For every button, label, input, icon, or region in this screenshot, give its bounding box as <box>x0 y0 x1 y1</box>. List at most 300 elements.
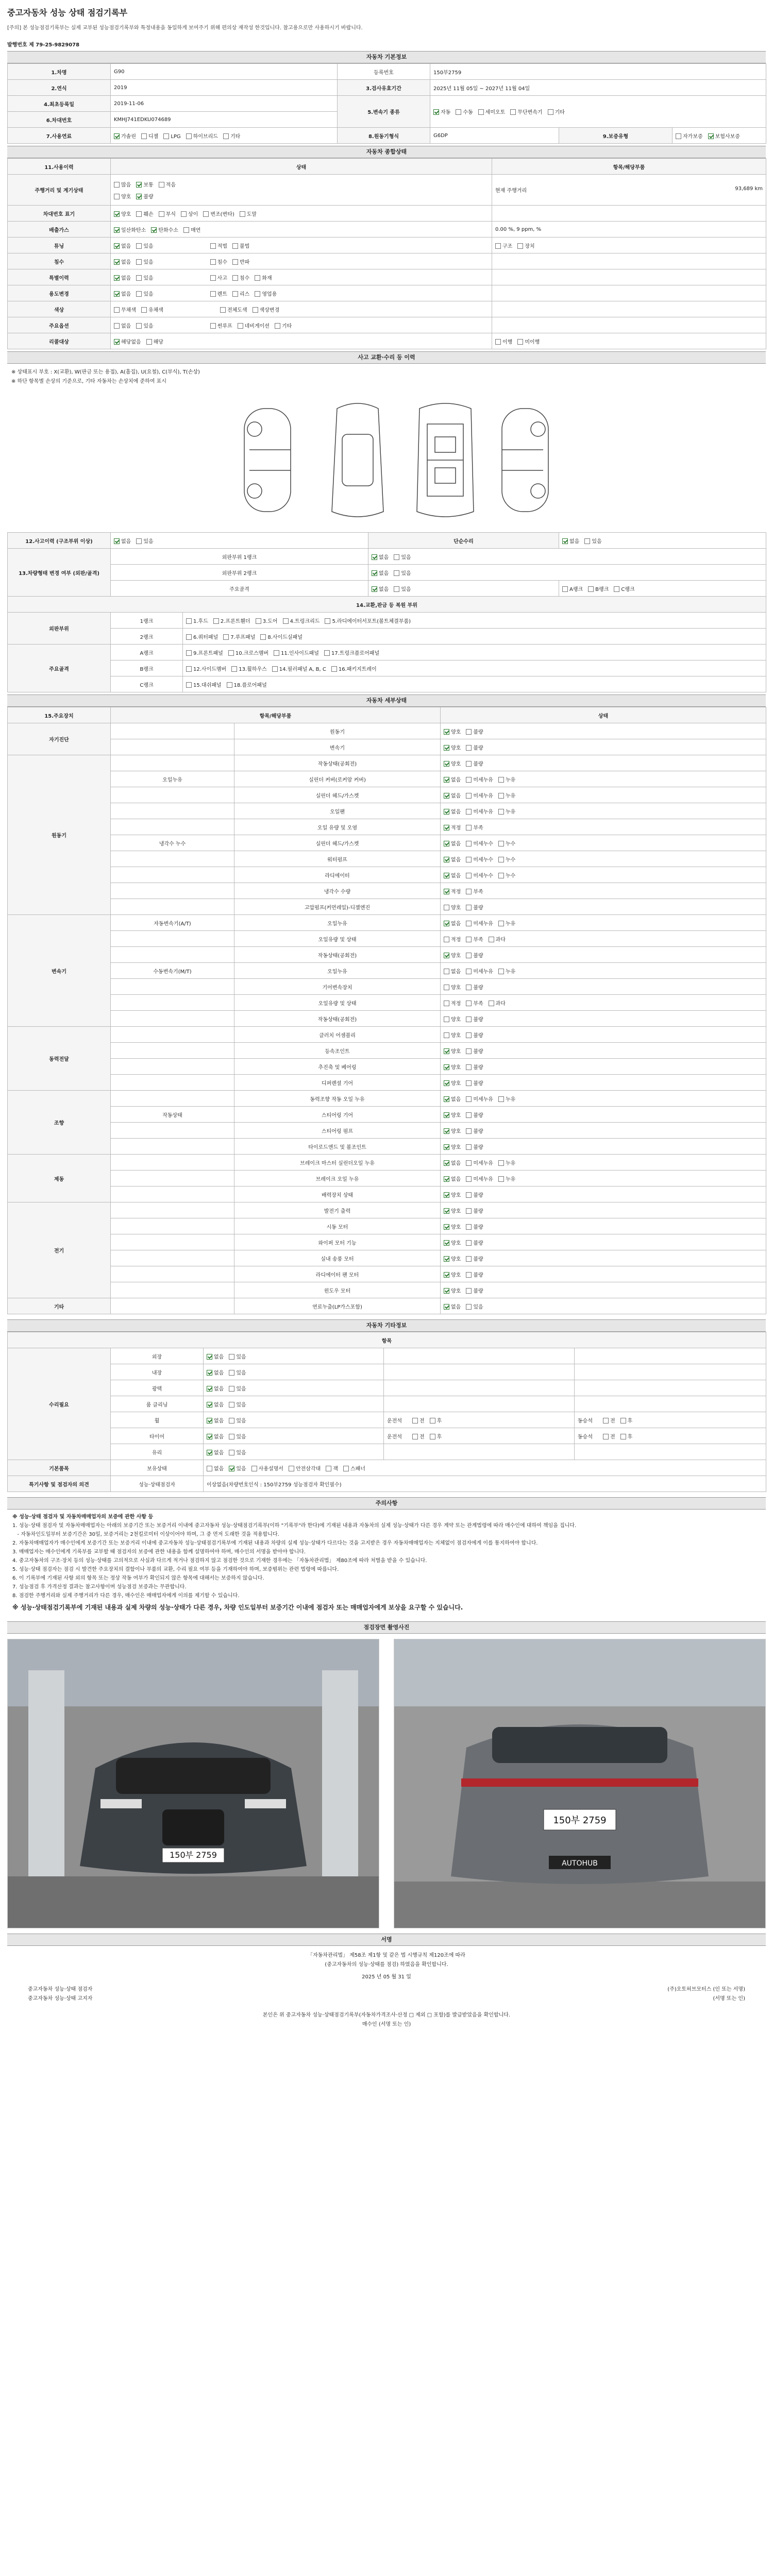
detail-subgroup <box>111 1171 234 1187</box>
checkbox-icon <box>562 586 568 592</box>
other-row <box>8 1428 766 1444</box>
checkbox-icon <box>229 1370 234 1376</box>
checkbox-label: 보험사보증 <box>715 133 740 140</box>
checkbox-label: 탄화수소 <box>158 227 178 233</box>
checkbox-label: 도말 <box>246 211 257 217</box>
checkbox-icon <box>141 133 147 139</box>
other-row <box>8 1412 766 1428</box>
detail-state-1 <box>466 1143 483 1150</box>
detail-state-0 <box>444 999 461 1007</box>
checkbox-icon <box>412 1418 418 1423</box>
checkbox-icon <box>444 793 449 799</box>
other-extra-passenger <box>575 1396 766 1412</box>
detail-state-2 <box>498 839 515 847</box>
checkbox-label: 없음 <box>214 1386 224 1392</box>
detail-subgroup <box>111 819 234 835</box>
checkbox-label: 불량 <box>473 729 483 735</box>
detail-item: 오일누유 <box>234 915 441 931</box>
detail-item: 디퍼렌셜 기어 <box>234 1075 441 1091</box>
basic-items-row <box>8 1460 766 1476</box>
fuel-options <box>111 128 338 144</box>
history-header: 11.사용이력 <box>8 159 111 175</box>
checkbox-icon <box>255 291 260 297</box>
checkbox-label: 없음 <box>569 538 580 545</box>
rank2-options-1 <box>394 569 411 577</box>
special-history-options <box>114 276 159 281</box>
other-state-0 <box>207 1368 224 1376</box>
checkbox-icon <box>489 1001 494 1006</box>
checkbox-icon <box>210 291 216 297</box>
passenger-side-1 <box>620 1432 633 1440</box>
checkbox-icon <box>444 985 449 990</box>
detail-item: 오일팬 <box>234 803 441 819</box>
checkbox-label: 있음 <box>143 275 154 281</box>
other-state-1 <box>229 1400 246 1408</box>
checkbox-label: 양호 <box>451 985 461 991</box>
checkbox-icon <box>331 666 337 672</box>
checkbox-icon <box>114 227 120 233</box>
checkbox-label: 자가보증 <box>683 133 703 140</box>
detail-state-0 <box>444 775 461 783</box>
checkbox-icon <box>326 1466 331 1471</box>
main-frame-options <box>368 581 559 597</box>
checkbox-icon <box>444 777 449 783</box>
checkbox-label: 없음 <box>214 1434 224 1440</box>
checkbox-icon <box>444 809 449 815</box>
basic-item-5 <box>343 1464 365 1472</box>
checkbox-label: 없음 <box>451 1160 461 1166</box>
checkbox-icon <box>466 1224 472 1230</box>
checkbox-label: 15.대쉬패널 <box>193 682 222 688</box>
checkbox-icon <box>181 211 187 217</box>
checkbox-label: 있음 <box>236 1434 246 1440</box>
repair-needed-label: 수리필요 <box>8 1348 111 1460</box>
driver-side-label: 운전석 <box>387 1418 402 1424</box>
checkbox-label: 반파 <box>239 259 250 265</box>
detail-row <box>8 1043 766 1059</box>
detail-state-1 <box>466 743 483 751</box>
checkbox-icon <box>232 291 238 297</box>
detail-item: 기어변속장치 <box>234 979 441 995</box>
checkbox-label: 없음 <box>451 1176 461 1182</box>
checkbox-label: 불량 <box>473 1192 483 1198</box>
notifier-sign: (서명 또는 인) <box>713 1996 745 2002</box>
detail-state-0 <box>444 1095 461 1103</box>
checkbox-label: 누유 <box>505 1176 516 1182</box>
recall-label: 리콜대상 <box>8 333 111 349</box>
detail-row <box>8 787 766 803</box>
checkbox-icon <box>444 1128 449 1134</box>
checkbox-icon <box>466 825 472 831</box>
other-item-label: 휠 <box>111 1412 204 1428</box>
accident-label: 12.사고이력 (구조부위 이상) <box>8 533 111 549</box>
checkbox-label: 디젤 <box>148 133 159 140</box>
grade-c-label: C랭크 <box>111 676 183 692</box>
main-frame-sub-options <box>559 581 766 597</box>
detail-state-options <box>441 771 766 787</box>
detail-state-1 <box>466 1207 483 1214</box>
checkbox-label: 없음 <box>121 275 131 281</box>
checkbox-icon <box>210 259 216 265</box>
checkbox-label: 구조 <box>502 243 513 249</box>
checkbox-label: 없음 <box>121 291 131 297</box>
recall-options <box>111 333 492 349</box>
rank1-label: 외판부위 1랭크 <box>111 549 368 565</box>
detail-state-0 <box>444 1255 461 1262</box>
mileage-options-2 <box>159 180 176 188</box>
checkbox-icon <box>584 538 590 544</box>
checkbox-icon <box>444 1272 449 1278</box>
detail-subgroup <box>111 739 234 755</box>
checkbox-label: 17.트렁크플로어패널 <box>331 650 380 656</box>
detail-state-1 <box>466 935 483 943</box>
other-item-options <box>204 1380 384 1396</box>
main-frame-label: 주요골격 <box>111 581 368 597</box>
detail-item: 실내 송풍 모터 <box>234 1250 441 1266</box>
checkbox-label: 부족 <box>473 889 483 895</box>
main-frame-sub-options-2 <box>614 585 634 592</box>
checkbox-label: 있음 <box>236 1450 246 1456</box>
checkbox-label: C랭크 <box>621 586 635 592</box>
detail-item: 오일 유량 및 오염 <box>234 819 441 835</box>
checkbox-label: 불법 <box>239 243 250 249</box>
checkbox-icon <box>620 1434 626 1439</box>
detail-body <box>8 707 766 1314</box>
detail-state-options <box>441 1107 766 1123</box>
checkbox-label: 불량 <box>473 745 483 751</box>
detail-state-options <box>441 899 766 915</box>
warranty-options <box>673 128 766 144</box>
checkbox-label: 4.트렁크리드 <box>290 618 320 624</box>
checkbox-icon <box>444 1304 449 1310</box>
detail-subgroup <box>111 1218 234 1234</box>
checkbox-icon <box>444 1240 449 1246</box>
use-change-label: 용도변경 <box>8 285 111 301</box>
detail-row <box>8 1155 766 1171</box>
detail-row <box>8 1075 766 1091</box>
checkbox-icon <box>114 307 120 313</box>
legend-line-2: ※ 하단 항목별 손상의 기준으로, 기타 자동차는 손상치에 준하여 표시 <box>11 379 166 384</box>
other-item-label: 유리 <box>111 1444 204 1460</box>
first-reg-label: 4.최초등록일 <box>8 96 111 112</box>
recall-sub-options <box>492 333 766 349</box>
caution-notes <box>7 1510 766 1618</box>
checkbox-icon <box>136 323 142 329</box>
checkbox-icon <box>343 1466 349 1471</box>
checkbox-icon <box>466 905 472 910</box>
checkbox-icon <box>114 538 120 544</box>
checkbox-label: 양호 <box>451 1288 461 1294</box>
checkbox-label: 부식 <box>165 211 176 217</box>
checkbox-label: 양호 <box>451 1256 461 1262</box>
checkbox-label: 미세누유 <box>473 1096 493 1103</box>
emission-options <box>111 222 492 238</box>
checkbox-label: 전 <box>610 1434 615 1440</box>
checkbox-icon <box>183 227 189 233</box>
simple-repair-options-0 <box>562 537 579 545</box>
detail-subgroup <box>111 723 234 739</box>
checkbox-icon <box>444 1001 449 1006</box>
detail-row <box>8 979 766 995</box>
other-item-label: 룸 클리닝 <box>111 1396 204 1412</box>
checkbox-label: 8.사이드실패널 <box>267 634 303 640</box>
checkbox-label: 적정 <box>451 825 461 831</box>
notice-text: [주의] 본 성능점검기록부는 실제 교부된 성능점검기록부와 특정내용을 동일하게 보여주기 위해 편의상 재작성 한것입니다. 참고용으로만 사용하시기 바랍니다. <box>7 25 363 31</box>
overall-table <box>7 158 766 349</box>
other-row <box>8 1348 766 1364</box>
detail-state-options <box>441 947 766 963</box>
checkbox-label: 없음 <box>451 1304 461 1310</box>
flood-label: 침수 <box>8 253 111 269</box>
other-item-options <box>204 1348 384 1364</box>
checkbox-icon <box>466 1240 472 1246</box>
other-item-options <box>204 1444 384 1460</box>
checkbox-label: 없음 <box>121 323 131 329</box>
detail-item: 클러치 어셈블리 <box>234 1027 441 1043</box>
checkbox-label: 적정 <box>451 1001 461 1007</box>
checkbox-label: 과다 <box>495 937 506 943</box>
detail-state-0 <box>444 1127 461 1134</box>
checkbox-label: 양호 <box>451 1080 461 1087</box>
tuning-sub2-options-1 <box>517 242 534 249</box>
checkbox-icon <box>136 243 142 249</box>
checkbox-label: 상이 <box>188 211 198 217</box>
other-extra-driver <box>384 1444 575 1460</box>
detail-subgroup <box>111 1282 234 1298</box>
checkbox-icon <box>229 1418 234 1423</box>
rear-car-image <box>394 1639 765 1928</box>
detail-state-1 <box>466 919 493 927</box>
checkbox-label: 해당 <box>153 339 163 345</box>
checkbox-label: 보통 <box>143 182 154 188</box>
checkbox-label: 리스 <box>239 291 250 297</box>
checkbox-icon <box>444 825 449 831</box>
checkbox-icon <box>466 953 472 958</box>
detail-subgroup <box>111 1043 234 1059</box>
checkbox-icon <box>478 109 484 115</box>
rank2-options <box>368 565 766 581</box>
checkbox-label: 불량 <box>473 761 483 767</box>
detail-item: 냉각수 수량 <box>234 883 441 899</box>
detail-row <box>8 963 766 979</box>
detail-subgroup <box>111 1011 234 1027</box>
detail-state-0 <box>444 983 461 991</box>
simple-repair-label: 단순수리 <box>368 533 559 549</box>
detail-state-1 <box>466 1255 483 1262</box>
checkbox-icon <box>289 1466 294 1471</box>
recall-sub-options-0 <box>495 337 512 345</box>
checkbox-label: 양호 <box>451 1048 461 1055</box>
detail-group-name: 동력전달 <box>8 1027 111 1091</box>
other-item-options <box>204 1364 384 1380</box>
checkbox-icon <box>444 1080 449 1086</box>
checkbox-label: 불량 <box>473 1064 483 1071</box>
detail-state-options <box>441 915 766 931</box>
detail-state-0 <box>444 1270 461 1278</box>
other-body <box>8 1332 766 1492</box>
detail-state-0 <box>444 1207 461 1214</box>
checkbox-icon <box>232 243 238 249</box>
other-extra-passenger <box>575 1348 766 1364</box>
checkbox-icon <box>274 650 279 656</box>
detail-state-1 <box>466 983 483 991</box>
checkbox-icon <box>394 570 399 576</box>
detail-row <box>8 947 766 963</box>
mileage-gauge-options-1 <box>136 192 153 200</box>
checkbox-label: 양호 <box>451 1224 461 1230</box>
detail-state-0 <box>444 791 461 799</box>
checkbox-label: 없음 <box>379 570 389 577</box>
repair-detail-title: 14.교환,판금 등 복원 부위 <box>8 597 766 613</box>
other-state-0 <box>207 1448 224 1456</box>
tuning-sub-options-1 <box>232 242 249 249</box>
detail-row <box>8 1234 766 1250</box>
rank1-options-1 <box>394 553 411 561</box>
grade-2-items <box>183 629 766 645</box>
checkbox-label: 있음 <box>236 1370 246 1376</box>
detail-row <box>8 1011 766 1027</box>
checkbox-label: 있음 <box>236 1418 246 1424</box>
checkbox-icon <box>614 586 619 592</box>
checkbox-label: 미세누유 <box>473 921 493 927</box>
basic-item-1 <box>229 1464 246 1472</box>
checkbox-label: 불량 <box>473 1080 483 1087</box>
detail-state-0 <box>444 743 461 751</box>
checkbox-label: 양호 <box>451 1272 461 1278</box>
change-label: 13.차량형태 변경 여부 (외판/골격) <box>8 549 111 597</box>
gearbox-options-4 <box>548 108 565 115</box>
detail-item: 작동상태(공회전) <box>234 1011 441 1027</box>
detail-item: 브레이크 마스터 실린더오일 누유 <box>234 1155 441 1171</box>
checkbox-icon <box>444 1016 449 1022</box>
detail-item: 작동상태(공회전) <box>234 755 441 771</box>
checkbox-label: 이행 <box>502 339 513 345</box>
checkbox-icon <box>275 323 280 329</box>
document <box>7 0 766 2035</box>
other-state-1 <box>229 1448 246 1456</box>
detail-state-2 <box>498 775 515 783</box>
checkbox-label: 6.쿼터패널 <box>193 634 219 640</box>
certificate-number: 발행번호 제 79-25-9829078 <box>7 42 80 48</box>
other-extra-passenger <box>575 1444 766 1460</box>
detail-state-options <box>441 1234 766 1250</box>
rank1-options <box>368 549 766 565</box>
checkbox-label: 불량 <box>473 1272 483 1278</box>
checkbox-icon <box>444 1224 449 1230</box>
checkbox-icon <box>466 1160 472 1166</box>
checkbox-icon <box>489 937 494 942</box>
detail-state-1 <box>466 1270 483 1278</box>
detail-row <box>8 819 766 835</box>
fuel-options-4 <box>223 132 240 140</box>
frame-label: 주요골격 <box>8 645 111 692</box>
checkbox-icon <box>444 1176 449 1182</box>
passenger-side-0 <box>603 1432 615 1440</box>
checkbox-icon <box>430 1418 435 1423</box>
other-state-1 <box>229 1352 246 1360</box>
special-history-options-1 <box>136 274 153 281</box>
checkbox-icon <box>466 1272 472 1278</box>
checkbox-icon <box>114 211 120 217</box>
fuel-options-3 <box>186 132 218 140</box>
photo-row <box>7 1634 766 1934</box>
checkbox-label: 없음 <box>214 1418 224 1424</box>
checkbox-icon <box>466 1192 472 1198</box>
detail-state-options <box>441 1027 766 1043</box>
detail-state-0 <box>444 839 461 847</box>
use-change-sub-options-1 <box>232 290 249 297</box>
detail-state-options <box>441 1139 766 1155</box>
other-state-1 <box>229 1384 246 1392</box>
car-diagram <box>7 388 766 532</box>
flood-options-0 <box>114 258 131 265</box>
checkbox-label: 불량 <box>473 1032 483 1039</box>
checkbox-icon <box>466 889 472 894</box>
detail-subgroup <box>111 867 234 883</box>
other-extra-driver <box>384 1348 575 1364</box>
detail-row <box>8 771 766 787</box>
detail-row <box>8 867 766 883</box>
detail-state-1 <box>466 887 483 895</box>
detail-state-options <box>441 1075 766 1091</box>
driver-side-1 <box>430 1432 442 1440</box>
detail-row <box>8 1266 766 1282</box>
checkbox-icon <box>223 634 229 640</box>
tuning-label: 튜닝 <box>8 238 111 253</box>
detail-group-name: 조향 <box>8 1091 111 1155</box>
checkbox-icon <box>325 618 330 624</box>
use-change-sub-options-0 <box>210 290 227 297</box>
front-photo <box>7 1639 379 1928</box>
sign-date: 2025 년 05 월 31 일 <box>362 1974 411 1980</box>
mileage-options-0 <box>114 180 131 188</box>
use-change-sub-options <box>210 292 282 297</box>
detail-row <box>8 803 766 819</box>
tuning-sub-options-0 <box>210 242 227 249</box>
section-sign-title: 서명 <box>7 1934 766 1946</box>
opinion-row <box>8 1476 766 1492</box>
caution-line: 3. 매매업자는 매수인에게 기록부를 교부할 때 점검자의 보증에 관한 내용을 함께 설명하여야 하며, 매수인의 서명을 받아야 합니다. <box>12 1549 306 1555</box>
use-change-sub-options-2 <box>255 290 277 297</box>
driver-side-0 <box>412 1432 425 1440</box>
checkbox-icon <box>186 133 192 139</box>
checkbox-label: 가솔린 <box>121 133 136 140</box>
checkbox-icon <box>444 841 449 846</box>
checkbox-icon <box>372 586 377 592</box>
detail-group-name: 제동 <box>8 1155 111 1202</box>
section-overall-title: 자동차 종합상태 <box>7 146 766 158</box>
checkbox-label: 침수 <box>217 259 227 265</box>
detail-group-name: 원동기 <box>8 755 111 915</box>
checkbox-icon <box>466 985 472 990</box>
detail-subgroup <box>111 1139 234 1155</box>
special-history-sub-options-1 <box>232 274 249 281</box>
checkbox-icon <box>466 1080 472 1086</box>
detail-row <box>8 1123 766 1139</box>
car-outline-icon <box>7 388 766 532</box>
checkbox-icon <box>253 307 258 313</box>
checkbox-icon <box>444 1032 449 1038</box>
checkbox-icon <box>444 953 449 958</box>
other-extra-driver <box>384 1428 575 1444</box>
detail-state-options <box>441 1091 766 1107</box>
accident-legend <box>7 364 766 388</box>
other-sub-header: 항목 <box>8 1332 766 1348</box>
detail-state-options <box>441 1282 766 1298</box>
checkbox-icon <box>151 227 157 233</box>
inspection-period-label: 3.검사유효기간 <box>338 80 430 96</box>
detail-subgroup: 냉각수 누수 <box>111 835 234 851</box>
